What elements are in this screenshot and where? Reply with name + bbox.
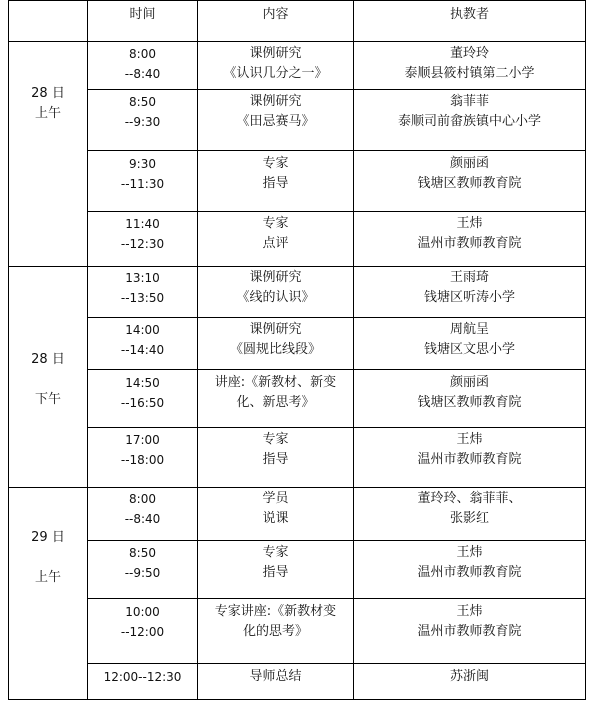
time-end: --16:50	[120, 396, 165, 410]
table-row-time	[88, 373, 197, 413]
header-time	[88, 6, 197, 24]
time-end: --8:40	[124, 67, 161, 81]
table-row-content	[198, 667, 353, 687]
content-line: 课例研究	[249, 322, 302, 337]
table-rule	[87, 317, 586, 318]
time-start: 9:30	[129, 157, 156, 171]
teacher-name: 董玲玲	[449, 46, 489, 61]
table-row-content	[198, 214, 353, 254]
table-row-time	[88, 320, 197, 360]
table-rule	[87, 663, 586, 664]
table-row-time	[88, 489, 197, 529]
teacher-school: 钱塘区教师教育院	[417, 176, 522, 191]
table-rule	[87, 540, 586, 541]
table-rule	[87, 89, 586, 90]
table-row-content	[198, 602, 353, 642]
content-line: 专家	[262, 216, 289, 231]
table-rule	[8, 266, 586, 267]
teacher-school: 钱塘区教师教育院	[417, 395, 522, 410]
content-line: 讲座:《新教材、新变	[214, 375, 337, 390]
content-line: 《认识几分之一》	[223, 66, 328, 81]
table-row-time	[88, 214, 197, 254]
teacher-school: 泰顺司前畲族镇中心小学	[397, 114, 541, 129]
table-row-teacher	[354, 92, 585, 132]
time-range: 12:00--12:30	[103, 670, 182, 684]
table-row-teacher	[354, 543, 585, 583]
time-end: --9:30	[124, 115, 161, 129]
group-label	[9, 350, 87, 410]
teacher-school: 温州市教师教育院	[417, 565, 522, 580]
teacher-school: 温州市教师教育院	[417, 624, 522, 639]
teacher-name: 周航呈	[449, 322, 489, 337]
group-day: 28 日	[31, 86, 65, 101]
group-label	[9, 528, 87, 588]
teacher-name: 王炜	[456, 545, 483, 560]
table-row-time	[88, 92, 197, 132]
content-line: 《线的认识》	[236, 290, 315, 305]
header-teacher	[354, 6, 585, 24]
table-rule	[87, 211, 586, 212]
table-row-content	[198, 44, 353, 84]
table-rule	[8, 41, 586, 42]
teacher-name: 王炜	[456, 604, 483, 619]
table-row-teacher	[354, 154, 585, 194]
table-row-teacher	[354, 489, 585, 529]
time-start: 8:00	[129, 492, 156, 506]
header-content	[198, 6, 353, 24]
content-line: 说课	[262, 511, 289, 526]
time-end: --13:50	[120, 291, 165, 305]
table-rule	[87, 369, 586, 370]
table-row-time	[88, 543, 197, 583]
teacher-school: 泰顺县筱村镇第二小学	[404, 66, 535, 81]
table-row-time	[88, 430, 197, 470]
content-line: 指导	[262, 452, 289, 467]
content-line: 专家	[262, 545, 289, 560]
table-rule	[87, 598, 586, 599]
content-line: 化的思考》	[242, 624, 308, 639]
time-start: 8:00	[129, 47, 156, 61]
content-line: 课例研究	[249, 94, 302, 109]
teacher-name: 苏浙闽	[449, 669, 489, 684]
teacher-school: 钱塘区文思小学	[423, 342, 515, 357]
time-end: --18:00	[120, 453, 165, 467]
time-start: 8:50	[129, 95, 156, 109]
table-rule	[87, 427, 586, 428]
content-line: 点评	[262, 236, 289, 251]
content-line: 专家	[262, 432, 289, 447]
group-period: 上午	[34, 570, 61, 585]
content-line: 专家	[262, 156, 289, 171]
table-row-content	[198, 430, 353, 470]
group-period: 下午	[34, 392, 61, 407]
table-row-time	[88, 154, 197, 194]
content-line: 《田忌赛马》	[236, 114, 315, 129]
time-start: 13:10	[125, 271, 160, 285]
table-row-content	[198, 320, 353, 360]
time-start: 14:50	[125, 376, 160, 390]
group-label	[9, 84, 87, 124]
content-line: 指导	[262, 565, 289, 580]
teacher-school: 钱塘区听涛小学	[423, 290, 515, 305]
table-row-time	[88, 602, 197, 642]
time-start: 8:50	[129, 546, 156, 560]
time-start: 10:00	[125, 605, 160, 619]
content-line: 导师总结	[249, 669, 302, 684]
table-row-teacher	[354, 268, 585, 308]
content-line: 专家讲座:《新教材变	[214, 604, 337, 619]
table-rule	[8, 0, 586, 1]
table-row-content	[198, 154, 353, 194]
table-row-teacher	[354, 373, 585, 413]
table-rule	[8, 487, 586, 488]
group-period: 上午	[34, 106, 61, 121]
table-row-teacher	[354, 214, 585, 254]
content-line: 课例研究	[249, 270, 302, 285]
time-end: --8:40	[124, 512, 161, 526]
header-time-label: 时间	[129, 7, 156, 22]
content-line: 课例研究	[249, 46, 302, 61]
teacher-name: 翁菲菲	[449, 94, 489, 109]
time-end: --9:50	[124, 566, 161, 580]
table-row-teacher	[354, 44, 585, 84]
time-end: --12:00	[120, 625, 165, 639]
table-row-content	[198, 92, 353, 132]
content-line: 学员	[262, 491, 289, 506]
teacher-name: 王雨琦	[449, 270, 489, 285]
time-end: --11:30	[120, 177, 165, 191]
table-row-content	[198, 373, 353, 413]
time-start: 11:40	[125, 217, 160, 231]
teacher-name: 董玲玲、翁菲菲、	[417, 491, 522, 506]
table-row-time	[88, 268, 197, 308]
teacher-name: 王炜	[456, 216, 483, 231]
teacher-name: 王炜	[456, 432, 483, 447]
table-row-time	[88, 44, 197, 84]
table-row-content	[198, 268, 353, 308]
time-end: --12:30	[120, 237, 165, 251]
content-line: 指导	[262, 176, 289, 191]
header-teacher-label: 执教者	[449, 7, 489, 22]
content-line: 《圆规比线段》	[229, 342, 321, 357]
table-row-teacher	[354, 320, 585, 360]
group-day: 29 日	[31, 530, 65, 545]
teacher-school: 张影红	[449, 511, 489, 526]
table-rule	[585, 0, 586, 700]
teacher-school: 温州市教师教育院	[417, 236, 522, 251]
table-row-content	[198, 543, 353, 583]
header-content-label: 内容	[262, 7, 289, 22]
content-line: 化、新思考》	[236, 395, 315, 410]
time-start: 17:00	[125, 433, 160, 447]
group-day: 28 日	[31, 352, 65, 367]
teacher-name: 颜丽函	[449, 156, 489, 171]
table-rule	[87, 150, 586, 151]
table-row-teacher	[354, 602, 585, 642]
table-row-teacher	[354, 667, 585, 687]
time-start: 14:00	[125, 323, 160, 337]
table-row-time	[88, 667, 197, 687]
teacher-name: 颜丽函	[449, 375, 489, 390]
table-rule	[8, 699, 586, 700]
teacher-school: 温州市教师教育院	[417, 452, 522, 467]
time-end: --14:40	[120, 343, 165, 357]
table-row-content	[198, 489, 353, 529]
table-row-teacher	[354, 430, 585, 470]
